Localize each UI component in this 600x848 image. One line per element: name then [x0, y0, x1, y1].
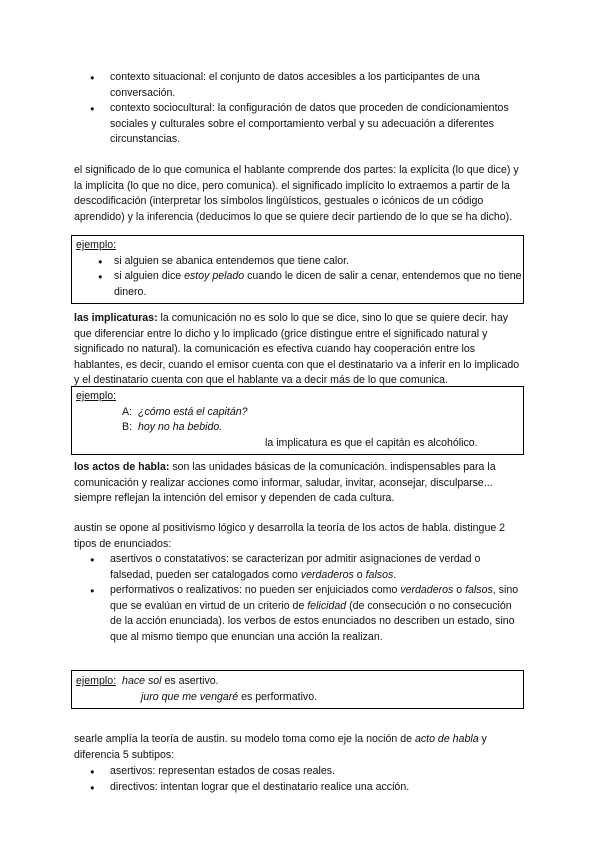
italic-text: falsos: [365, 568, 394, 581]
example-label: ejemplo:: [76, 675, 117, 687]
context-list: [74, 70, 526, 148]
utterance: ¿cómo está el capitán?: [138, 405, 248, 418]
list-item: ● asertivos: representan estados de cosas reales.: [74, 764, 526, 780]
text: es performativo.: [238, 690, 318, 703]
list-item: ● directivos: intentan lograr que el destinatario realice una acción.: [74, 780, 526, 796]
definition: la comunicación no es solo lo que se dice, sino lo que se quiere decir. hay que diferenciar entre lo dicho y lo implicado (grice distingue entre el significado natural y significado no natural). la comunicación es efectiva cuando hay cooperación entre los hablantes, es decir, cuando el emisor cuenta con que el destinatario va a inferir en lo implicado y el destinatario cuenta con que el hablante va a decir más de lo que comunica.: [74, 312, 520, 387]
searle-paragraph: [74, 732, 526, 763]
italic-text: felicidad: [307, 599, 347, 612]
text: es asertivo.: [161, 675, 219, 687]
example-line-2: [76, 690, 523, 706]
list-item: [76, 269, 523, 300]
implicaturas-paragraph: [74, 311, 526, 389]
example-label: ejemplo:: [76, 239, 117, 251]
text: , sino que se evalúan en virtud de un criterio de: [110, 584, 519, 612]
italic-text: estoy pelado: [184, 270, 245, 283]
text: .: [393, 568, 397, 581]
italic-text: falsos: [465, 584, 493, 597]
utterance: hoy no ha bebido.: [138, 421, 223, 434]
enunciados-list: [74, 552, 526, 646]
text: o: [453, 584, 466, 597]
italic-text: acto de habla: [414, 733, 479, 745]
list-item: [74, 583, 526, 645]
italic-text: hace sol: [122, 675, 162, 687]
definition: son las unidades básicas de la comunicación. indispensables para la comunicación y realizar acciones como informar, saludar, invitar, aconsejar, disculparse... siempre reflejan la intención del emisor y dependen de cada cultura.: [74, 461, 496, 505]
italic-text: verdaderos: [400, 584, 454, 597]
subtypes-list: [74, 764, 526, 795]
text: (de consecución o no consecución de la acción enunciada). los verbos de estos enunciados no describen un estado, sino que al mismo tiempo que enuncian una acción la realizan.: [110, 599, 515, 643]
text: y diferencia 5 subtipos:: [74, 733, 487, 761]
example-list: [76, 254, 523, 301]
text: si alguien dice: [114, 270, 185, 283]
actos-paragraph: [74, 460, 526, 507]
speaker-label: B:: [122, 421, 133, 434]
speaker-label: A:: [122, 405, 133, 418]
conclusion: la implicatura es que el capitán es alcohólico.: [265, 436, 478, 449]
term: las implicaturas:: [74, 312, 158, 324]
austin-paragraph: austin se opone al positivismo lógico y desarrolla la teoría de los actos de habla. distingue 2 tipos de enunciados:: [74, 522, 506, 550]
text: searle amplía la teoría de austin. su modelo toma como eje la noción de: [74, 733, 415, 745]
example-line-1: [76, 674, 523, 690]
italic-text: verdaderos: [300, 568, 354, 581]
example-box-1: [71, 235, 524, 304]
list-item: ● si alguien se abanica entendemos que tiene calor.: [76, 254, 523, 270]
dialogue-line-b: [76, 420, 523, 436]
italic-text: juro que me vengaré: [141, 690, 239, 703]
dialogue-line-a: [76, 405, 523, 421]
text: asertivos o constatativos: se caracterizan por admitir asignaciones de verdad o falsedad, pueden ser catalogados como: [110, 553, 481, 581]
list-item: [74, 552, 526, 583]
text: cuando le dicen de salir a cenar, entendemos que no tiene dinero.: [114, 270, 522, 298]
example-box-2: [71, 386, 524, 455]
example-box-3: [71, 670, 524, 709]
example-label: ejemplo:: [76, 390, 117, 402]
text: o: [353, 568, 366, 581]
meaning-paragraph: el significado de lo que comunica el hablante comprende dos partes: la explícita (lo que dice) y la implícita (lo que no dice, pero comunica). el significado implícito lo extraemos a partir de la descodificación (interpretar los símbolos lingüísticos, gestuales o icónicos de un código aprendido) y la inferencia (deducimos lo que se quiere decir partiendo de lo que se ha dicho).: [74, 164, 519, 223]
list-item: ● contexto situacional: el conjunto de datos accesibles a los participantes de una conversación.: [74, 70, 526, 101]
list-item: ● contexto sociocultural: la configuración de datos que proceden de condicionamientos sociales y culturales sobre el comportamiento verbal y su adecuación a diferentes circunstancias.: [74, 101, 526, 148]
term: los actos de habla:: [74, 461, 170, 473]
text: performativos o realizativos: no pueden ser enjuiciados como: [110, 584, 401, 597]
